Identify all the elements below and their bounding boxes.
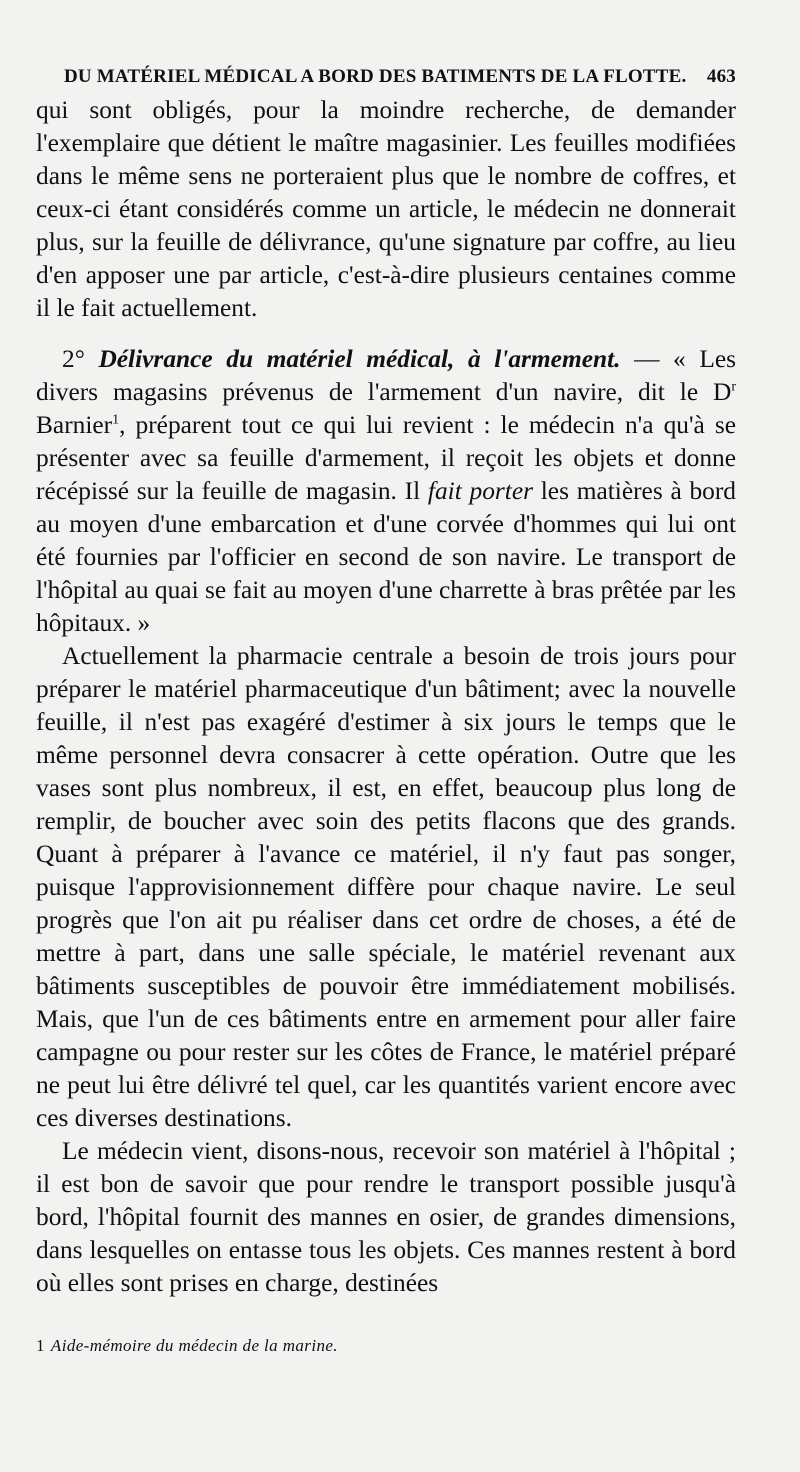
quote-end: les matières à bord au moyen d'une embarcation et d'une corvée d'hommes qui lui ont été fournies par l'officier en second de son navire. Le transport de l'hôpital au quai se fait au moyen d'une charrette à bras prêtée par les hôpitaux. » — [36, 477, 736, 637]
footnote-number: 1 — [36, 1336, 45, 1355]
body-text — [36, 94, 736, 1300]
running-title: DU MATÉRIEL MÉDICAL A BORD DES BATIMENTS DE LA FLOTTE. — [64, 66, 687, 87]
quote-start: — « Les divers magasins prévenus de l'armement d'un navire, dit le D — [36, 345, 736, 406]
dr-superscript: r — [731, 379, 736, 395]
footnote-text: Aide-mémoire du médecin de la marine. — [50, 1336, 338, 1355]
author-name: Barnier — [36, 411, 113, 439]
italic-phrase: fait porter — [427, 477, 533, 505]
quote-body: , préparent tout ce qui lui revient : le médecin n'a qu'à se présenter avec sa feuille d'armement, il reçoit les objets et donne récépissé sur la feuille de magasin. Il — [36, 411, 736, 505]
paragraph-4: Le médecin vient, disons-nous, recevoir son matériel à l'hôpital ; il est bon de savoir que pour rendre le transport possible jusqu'à bord, l'hôpital fournit des mannes en osier, de grandes dimensions, dans lesquelles on entasse tous les objets. Ces mannes restent à bord où elles sont prises en charge, destinées — [36, 1137, 736, 1297]
footnote-ref: 1 — [112, 412, 120, 428]
paragraph-3: Actuellement la pharmacie centrale a besoin de trois jours pour préparer le matériel pharmaceutique d'un bâtiment; avec la nouvelle feuille, il n'est pas exagéré d'estimer à six jours le temps que le même personnel devra consacrer à cette opération. Outre que les vases sont plus nombreux, il est, en effet, beaucoup plus long de remplir, de boucher avec soin des petits flacons que des grands. Quant à préparer à l'avance ce matériel, il n'y faut pas songer, puisque l'approvisionnement diffère pour chaque navire. Le seul progrès que l'on ait pu réaliser dans cet ordre de choses, a été de mettre à part, dans une salle spéciale, le matériel revenant aux bâtiments susceptibles de pouvoir être immédiatement mobilisés. Mais, que l'un de ces bâtiments entre en armement pour aller faire campagne ou pour rester sur les côtes de France, le matériel préparé ne peut lui être délivré tel quel, car les quantités varient encore avec ces diverses destinations. — [36, 642, 736, 1132]
running-head — [36, 66, 736, 88]
paragraph-1: qui sont obligés, pour la moindre recherche, de demander l'exemplaire que détient le maître magasinier. Les feuilles modifiées dans le même sens ne porteraient plus que le nombre de coffres, et ceux-ci étant considérés comme un article, le médecin ne donnerait plus, sur la feuille de délivrance, qu'une signature par coffre, au lieu d'en apposer une par article, c'est-à-dire plusieurs centaines comme il le fait actuellement. — [36, 96, 736, 322]
page-number: 463 — [706, 66, 736, 87]
section-number: 2° — [62, 345, 85, 373]
paragraph-2 — [36, 343, 736, 640]
footnote — [36, 1336, 338, 1356]
section-spacer — [36, 325, 736, 343]
section-title: Délivrance du matériel médical, à l'armement. — [98, 345, 621, 373]
